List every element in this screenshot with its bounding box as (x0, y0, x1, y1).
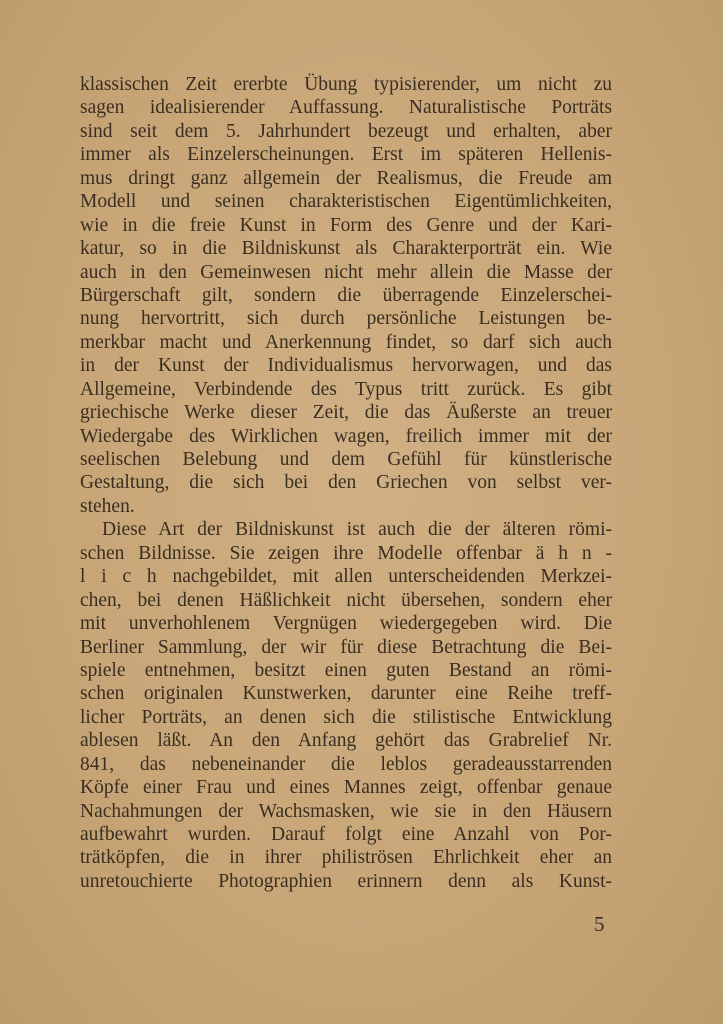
text-line: in der Kunst der Individualismus hervorwagen, und das (80, 355, 612, 377)
text-line: auch in den Gemeinwesen nicht mehr allein die Masse der (80, 261, 612, 283)
text-line: Allgemeine, Verbindende des Typus tritt zurück. Es gibt (80, 378, 612, 400)
text-line: sind seit dem 5. Jahrhundert bezeugt und erhalten, aber (80, 120, 612, 142)
text-line: schen Bildnisse. Sie zeigen ihre Modelle offenbar ä h n - (80, 542, 612, 564)
page-number: 5 (594, 912, 605, 936)
text-line: wie in die freie Kunst in Form des Genre und der Kari- (80, 214, 612, 236)
text-line: schen originalen Kunstwerken, darunter eine Reihe treff- (80, 683, 612, 705)
text-line: Wiedergabe des Wirklichen wagen, freilich immer mit der (80, 425, 612, 447)
body-text (80, 73, 612, 893)
paragraph (80, 518, 612, 893)
text-line: Bürgerschaft gilt, sondern die überragende Einzelerschei- (80, 284, 612, 306)
text-line: l i c h nachgebildet, mit allen unterscheidenden Merkzei- (80, 566, 612, 588)
text-line: Nachahmungen der Wachsmasken, wie sie in den Häusern (80, 800, 612, 822)
text-line: sagen idealisierender Auffassung. Naturalistische Porträts (80, 97, 612, 119)
text-line: stehen. (80, 495, 135, 517)
paragraph (80, 73, 612, 518)
text-line: griechische Werke dieser Zeit, die das Äußerste an treuer (80, 402, 612, 424)
text-line: spiele entnehmen, besitzt einen guten Bestand an römi- (80, 659, 612, 681)
text-line: ablesen läßt. An den Anfang gehört das Grabrelief Nr. (80, 730, 612, 752)
text-line: Modell und seinen charakteristischen Eigentümlichkeiten, (80, 191, 612, 213)
text-line: mus dringt ganz allgemein der Realismus, die Freude am (80, 167, 612, 189)
text-line: Berliner Sammlung, der wir für diese Betrachtung die Bei- (80, 636, 612, 658)
text-line: seelischen Belebung und dem Gefühl für künstlerische (80, 449, 612, 470)
text-line: Diese Art der Bildniskunst ist auch die der älteren römi- (102, 519, 612, 541)
text-line: Gestaltung, die sich bei den Griechen von selbst ver- (80, 472, 612, 494)
text-line: katur, so in die Bildniskunst als Charakterporträt ein. Wie (80, 238, 612, 260)
text-line: immer als Einzelerscheinungen. Erst im späteren Hellenis- (80, 144, 612, 166)
text-line: chen, bei denen Häßlichkeit nicht übersehen, sondern eher (80, 589, 612, 611)
text-line: 841, das nebeneinander die leblos geradeausstarrenden (80, 753, 612, 775)
text-line: merkbar macht und Anerkennung findet, so darf sich auch (80, 331, 612, 353)
text-line: aufbewahrt wurden. Darauf folgt eine Anzahl von Por- (80, 824, 612, 845)
text-line: trätköpfen, die in ihrer philiströsen Ehrlichkeit eher an (80, 847, 612, 869)
text-line: licher Porträts, an denen sich die stilistische Entwicklung (80, 706, 612, 728)
text-line: nung hervortritt, sich durch persönliche Leistungen be- (80, 308, 612, 330)
text-line: klassischen Zeit ererbte Übung typisierender, um nicht zu (80, 74, 612, 95)
text-line: unretouchierte Photographien erinnern denn als Kunst- (80, 870, 612, 892)
text-line: Köpfe einer Frau und eines Mannes zeigt, offenbar genaue (80, 777, 612, 799)
text-line: mit unverhohlenem Vergnügen wiedergegeben wird. Die (80, 613, 612, 635)
